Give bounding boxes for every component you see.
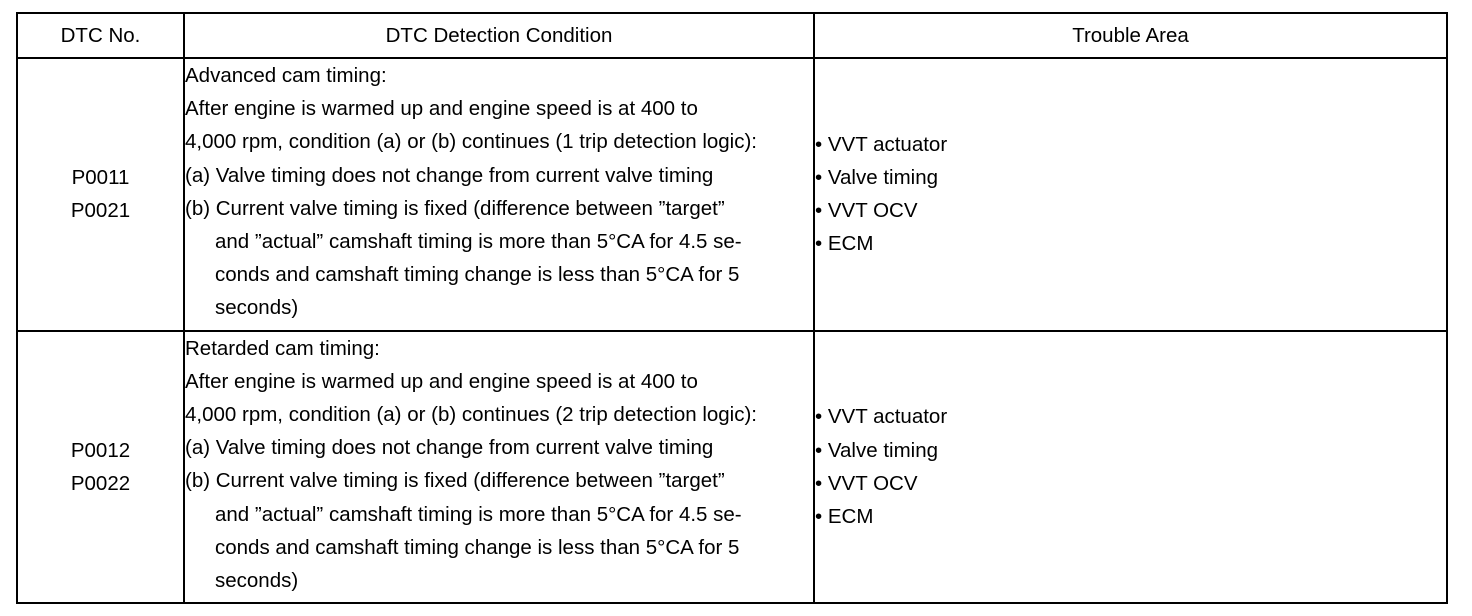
condition-line: (b) Current valve timing is fixed (difference between ”target” <box>185 196 725 220</box>
table-row <box>17 331 1447 604</box>
trouble-area-item: • VVT actuator <box>815 400 1446 433</box>
condition-line: conds and camshaft timing change is less than 5°CA for 5 <box>215 535 740 559</box>
dtc-code: P0011 <box>71 166 130 190</box>
dtc-code: P0012 <box>70 438 131 462</box>
header-row <box>17 13 1447 58</box>
detection-condition-cell <box>184 331 814 604</box>
trouble-area-item: • ECM <box>815 227 1446 260</box>
condition-line: and ”actual” camshaft timing is more than 5°CA for 4.5 se- <box>215 230 742 254</box>
header-trouble-area: Trouble Area <box>814 13 1447 58</box>
trouble-area-item: • VVT OCV <box>815 467 1446 500</box>
trouble-area-item: • VVT actuator <box>815 128 1446 161</box>
dtc-code: P0022 <box>70 471 131 495</box>
condition-line: conds and camshaft timing change is less than 5°CA for 5 <box>215 263 740 287</box>
condition-line: seconds) <box>215 568 299 592</box>
condition-line: 4,000 rpm, condition (a) or (b) continues (1 trip detection logic): <box>185 130 757 154</box>
condition-line: Advanced cam timing: <box>185 64 387 87</box>
dtc-table <box>16 12 1448 604</box>
condition-line: 4,000 rpm, condition (a) or (b) continues (2 trip detection logic): <box>185 402 757 426</box>
condition-line: Retarded cam timing: <box>185 336 380 360</box>
table-row <box>17 58 1447 331</box>
condition-line: (b) Current valve timing is fixed (difference between ”target” <box>185 469 725 493</box>
condition-line: After engine is warmed up and engine speed is at 400 to <box>185 369 698 393</box>
condition-line: seconds) <box>215 296 299 320</box>
trouble-area-item: • ECM <box>815 500 1446 533</box>
dtc-codes-cell <box>17 58 184 331</box>
condition-line: and ”actual” camshaft timing is more than 5°CA for 4.5 se- <box>215 502 742 526</box>
condition-line: (a) Valve timing does not change from current valve timing <box>185 436 714 460</box>
detection-condition-cell <box>184 58 814 331</box>
header-detection-condition: DTC Detection Condition <box>184 13 814 58</box>
condition-line: After engine is warmed up and engine speed is at 400 to <box>185 97 698 121</box>
trouble-area-cell <box>814 58 1447 331</box>
dtc-code: P0021 <box>70 199 131 223</box>
trouble-area-item: • Valve timing <box>815 161 1446 194</box>
trouble-area-item: • VVT OCV <box>815 194 1446 227</box>
dtc-codes-cell <box>17 331 184 604</box>
trouble-area-cell <box>814 331 1447 604</box>
header-dtc-no: DTC No. <box>17 13 184 58</box>
condition-line: (a) Valve timing does not change from current valve timing <box>185 163 714 187</box>
trouble-area-item: • Valve timing <box>815 434 1446 467</box>
